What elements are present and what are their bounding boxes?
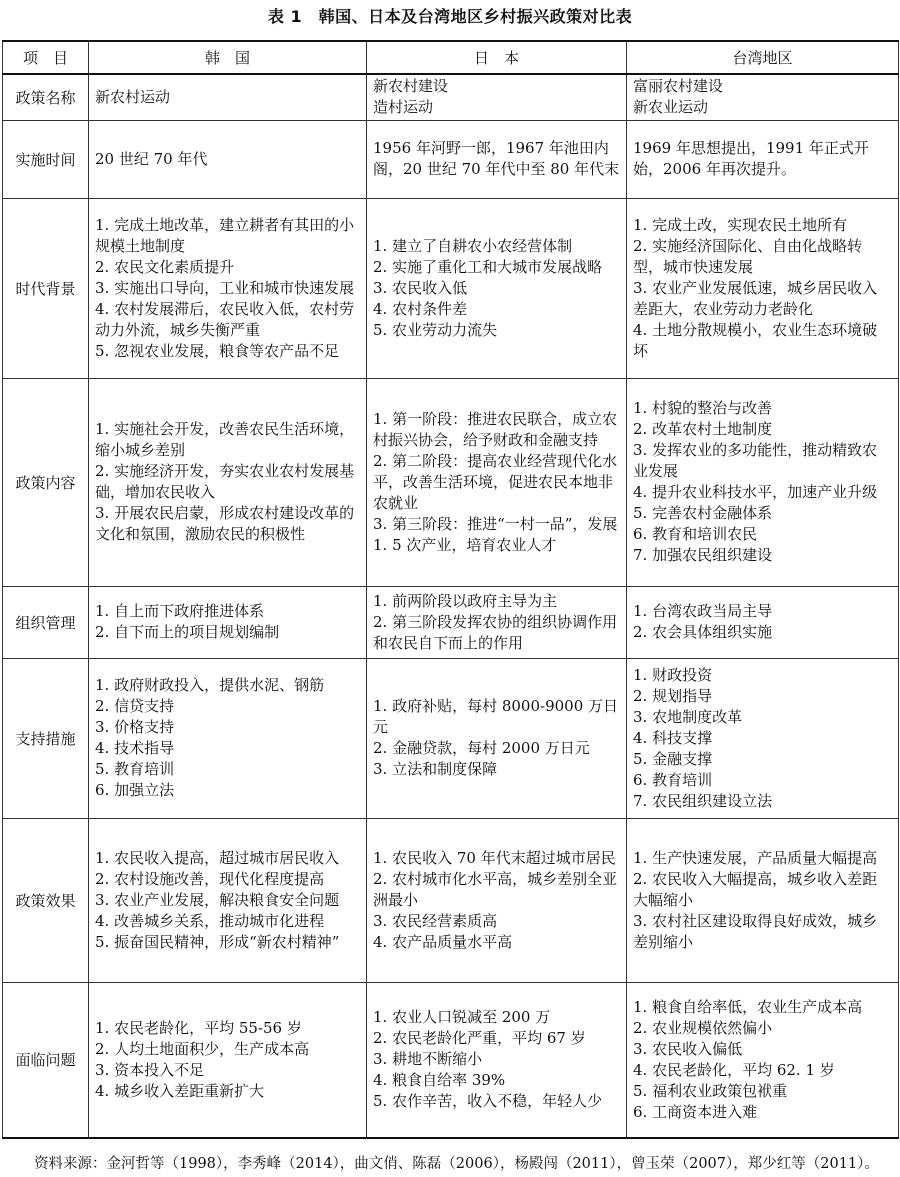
cell-taiwan: [627, 198, 899, 378]
cell-line: 4. 农村条件差: [373, 299, 468, 318]
cell-line: 3. 发挥农业的多功能性，推动精致农业发展: [633, 441, 878, 480]
cell-taiwan: [627, 586, 899, 658]
cell-line: 2. 改革农村土地制度: [633, 420, 773, 438]
cell-line: 1. 财政投资: [633, 665, 713, 684]
cell-taiwan: [627, 982, 899, 1138]
cell-line: 1. 第一阶段：推进农民联合，成立农村振兴协会，给予财政和金融支持: [373, 409, 618, 449]
table-row: [3, 74, 899, 120]
cell-line: 3. 价格支持: [95, 718, 175, 736]
cell-line: 2. 金融贷款，每村 2000 万日元: [373, 739, 590, 757]
table-body: [3, 74, 899, 1138]
cell-line: 4. 农民老龄化，平均 62. 1 岁: [633, 1060, 835, 1079]
cell-japan: [367, 658, 627, 818]
cell-line: 新农村运动: [95, 87, 171, 106]
cell-line: 富丽农村建设: [633, 77, 724, 96]
cell-line: 新农村建设: [373, 77, 449, 96]
cell-line: 2. 第二阶段：提高农业经营现代化水平，改善生活环境，促进农民本地非农就业: [373, 451, 618, 512]
cell-line: 5. 农作辛苦，收入不稳，年轻人少: [373, 1092, 603, 1111]
cell-line: 3. 耕地不断缩小: [373, 1050, 483, 1069]
cell-line: 2. 农村设施改善，现代化程度提高: [95, 869, 325, 888]
cell-line: 7. 加强农民组织建设: [633, 546, 773, 564]
cell-line: 2. 人均土地面积少，生产成本高: [95, 1039, 310, 1058]
cell-line: 6. 教育培训: [633, 770, 713, 789]
cell-line: 3. 资本投入不足: [95, 1060, 205, 1079]
cell-korea: [89, 658, 367, 818]
cell-line: 2. 实施了重化工和大城市发展战略: [373, 257, 603, 276]
cell-taiwan: [627, 74, 899, 120]
header-item: 项 目: [3, 41, 89, 74]
cell-line: 6. 教育和培训农民: [633, 525, 758, 543]
cell-line: 5. 忽视农业发展，粮食等农产品不足: [95, 341, 340, 360]
row-label: 政策效果: [3, 818, 89, 982]
row-label: 面临问题: [3, 982, 89, 1138]
cell-japan: [367, 74, 627, 120]
table-row: [3, 586, 899, 658]
cell-line: 1. 自上而下政府推进体系: [95, 602, 265, 620]
row-label: 政策内容: [3, 378, 89, 586]
cell-line: 4. 提升农业科技水平，加速产业升级: [633, 483, 878, 501]
cell-korea: [89, 198, 367, 378]
cell-line: 3. 立法和制度保障: [373, 760, 498, 778]
cell-line: 造村运动: [373, 98, 434, 117]
cell-japan: [367, 378, 627, 586]
cell-korea: [89, 818, 367, 982]
cell-line: 2. 实施经济开发，夯实农业农村发展基础，增加农民收入: [95, 462, 355, 501]
table-title: 表 1 韩国、日本及台湾地区乡村振兴政策对比表: [267, 7, 633, 26]
row-label: 时代背景: [3, 198, 89, 378]
cell-line: 5. 福利农业政策包袱重: [633, 1081, 788, 1100]
cell-line: 3. 实施出口导向，工业和城市快速发展: [95, 278, 355, 297]
cell-line: 1. 完成土改，实现农民土地所有: [633, 215, 848, 234]
cell-line: 4. 粮食自给率 39%: [373, 1071, 506, 1090]
cell-line: 5. 振奋国民精神，形成“新农村精神”: [95, 932, 340, 951]
cell-line: 3. 农业产业发展，解决粮食安全问题: [95, 890, 340, 909]
cell-line: 3. 第三阶段：推进“一村一品”，发展 1. 5 次产业，培育农业人才: [373, 514, 618, 554]
cell-japan: [367, 586, 627, 658]
source-note: 资料来源：金河哲等（1998），李秀峰（2014），曲文俏、陈磊（2006），杨殿闯（2011），曾玉荣（2007），郑少红等（2011）。: [34, 1156, 879, 1172]
cell-line: 6. 加强立法: [95, 781, 175, 799]
cell-line: 4. 科技支撑: [633, 728, 713, 747]
table-row: [3, 982, 899, 1138]
cell-japan: [367, 982, 627, 1138]
cell-line: 2. 农民收入大幅提高，城乡收入差距大幅缩小: [633, 869, 878, 909]
cell-line: 6. 工商资本进入难: [633, 1102, 758, 1121]
cell-korea: [89, 586, 367, 658]
cell-line: 1. 农民老龄化，平均 55-56 岁: [95, 1018, 302, 1037]
cell-line: 3. 开展农民启蒙，形成农村建设改革的文化和氛围，激励农民的积极性: [95, 504, 355, 543]
cell-line: 1. 生产快速发展，产品质量大幅提高: [633, 848, 878, 867]
cell-line: 5. 教育培训: [95, 760, 175, 778]
cell-taiwan: [627, 120, 899, 198]
cell-taiwan: [627, 658, 899, 818]
cell-line: 2. 实施经济国际化、自由化战略转型，城市快速发展: [633, 236, 863, 276]
cell-line: 4. 城乡收入差距重新扩大: [95, 1081, 265, 1100]
cell-line: 新农业运动: [633, 98, 709, 117]
table-row: [3, 198, 899, 378]
cell-line: 4. 农村发展滞后，农民收入低，农村劳动力外流，城乡失衡严重: [95, 299, 355, 339]
cell-line: 2. 农村城市化水平高，城乡差别全亚洲最小: [373, 869, 618, 909]
cell-line: 4. 技术指导: [95, 739, 175, 757]
cell-line: 2. 农业规模依然偏小: [633, 1018, 773, 1037]
comparison-table: [2, 40, 899, 1139]
cell-line: 1956 年河野一郎，1967 年池田内阁，20 世纪 70 年代中至 80 年代末: [373, 139, 620, 178]
cell-line: 4. 土地分散规模小，农业生态环境破坏: [633, 320, 878, 360]
cell-japan: [367, 120, 627, 198]
cell-line: 3. 农民收入低: [373, 278, 468, 297]
cell-taiwan: [627, 818, 899, 982]
cell-korea: [89, 74, 367, 120]
cell-korea: [89, 378, 367, 586]
cell-line: 2. 第三阶段发挥农协的组织协调作用和农民自下而上的作用: [373, 612, 618, 652]
cell-line: 1969 年思想提出，1991 年正式开始，2006 年再次提升。: [633, 139, 869, 178]
cell-line: 1. 实施社会开发，改善农民生活环境，缩小城乡差别: [95, 420, 355, 459]
cell-line: 4. 改善城乡关系，推动城市化进程: [95, 911, 325, 930]
cell-line: 1. 完成土地改革，建立耕者有其田的小规模土地制度: [95, 215, 355, 255]
cell-line: 1. 农民收入 70 年代末超过城市居民: [373, 848, 616, 867]
row-label: 政策名称: [3, 74, 89, 120]
cell-line: 3. 农民收入偏低: [633, 1039, 743, 1058]
cell-line: 2. 信贷支持: [95, 697, 175, 715]
header-row: [3, 41, 899, 74]
cell-line: 2. 自下而上的项目规划编制: [95, 623, 280, 641]
cell-line: 2. 农会具体组织实施: [633, 623, 773, 641]
cell-line: 2. 规划指导: [633, 686, 713, 705]
table-row: [3, 818, 899, 982]
cell-line: 3. 农村社区建设取得良好成效，城乡差别缩小: [633, 911, 878, 951]
cell-line: 3. 农民经营素质高: [373, 911, 498, 930]
table-row: [3, 120, 899, 198]
cell-korea: [89, 120, 367, 198]
cell-line: 4. 农产品质量水平高: [373, 932, 513, 951]
cell-japan: [367, 818, 627, 982]
cell-line: 1. 台湾农政当局主导: [633, 602, 773, 620]
row-label: 支持措施: [3, 658, 89, 818]
cell-line: 20 世纪 70 年代: [95, 149, 208, 168]
row-label: 实施时间: [3, 120, 89, 198]
cell-line: 5. 金融支撑: [633, 749, 713, 768]
cell-korea: [89, 982, 367, 1138]
cell-line: 1. 农民收入提高，超过城市居民收入: [95, 848, 340, 867]
cell-line: 2. 农民文化素质提升: [95, 257, 235, 276]
table-row: [3, 378, 899, 586]
header-korea: 韩 国: [89, 41, 367, 74]
cell-line: 1. 农业人口锐减至 200 万: [373, 1008, 551, 1027]
header-japan: 日 本: [367, 41, 627, 74]
cell-japan: [367, 198, 627, 378]
cell-line: 7. 农民组织建设立法: [633, 791, 773, 810]
cell-line: 5. 农业劳动力流失: [373, 320, 498, 339]
row-label: 组织管理: [3, 586, 89, 658]
cell-line: 1. 粮食自给率低，农业生产成本高: [633, 997, 863, 1016]
cell-line: 1. 政府财政投入，提供水泥、钢筋: [95, 676, 325, 694]
cell-line: 1. 前两阶段以政府主导为主: [373, 591, 558, 610]
cell-line: 1. 政府补贴，每村 8000-9000 万日元: [373, 697, 619, 736]
cell-line: 2. 农民老龄化严重，平均 67 岁: [373, 1029, 586, 1048]
cell-line: 1. 村貌的整治与改善: [633, 399, 773, 417]
cell-line: 5. 完善农村金融体系: [633, 504, 773, 522]
cell-line: 1. 建立了自耕农小农经营体制: [373, 236, 573, 255]
header-taiwan: 台湾地区: [627, 41, 899, 74]
cell-line: 3. 农业产业发展低速，城乡居民收入差距大，农业劳动力老龄化: [633, 278, 878, 318]
table-row: [3, 658, 899, 818]
cell-taiwan: [627, 378, 899, 586]
cell-line: 3. 农地制度改革: [633, 707, 743, 726]
